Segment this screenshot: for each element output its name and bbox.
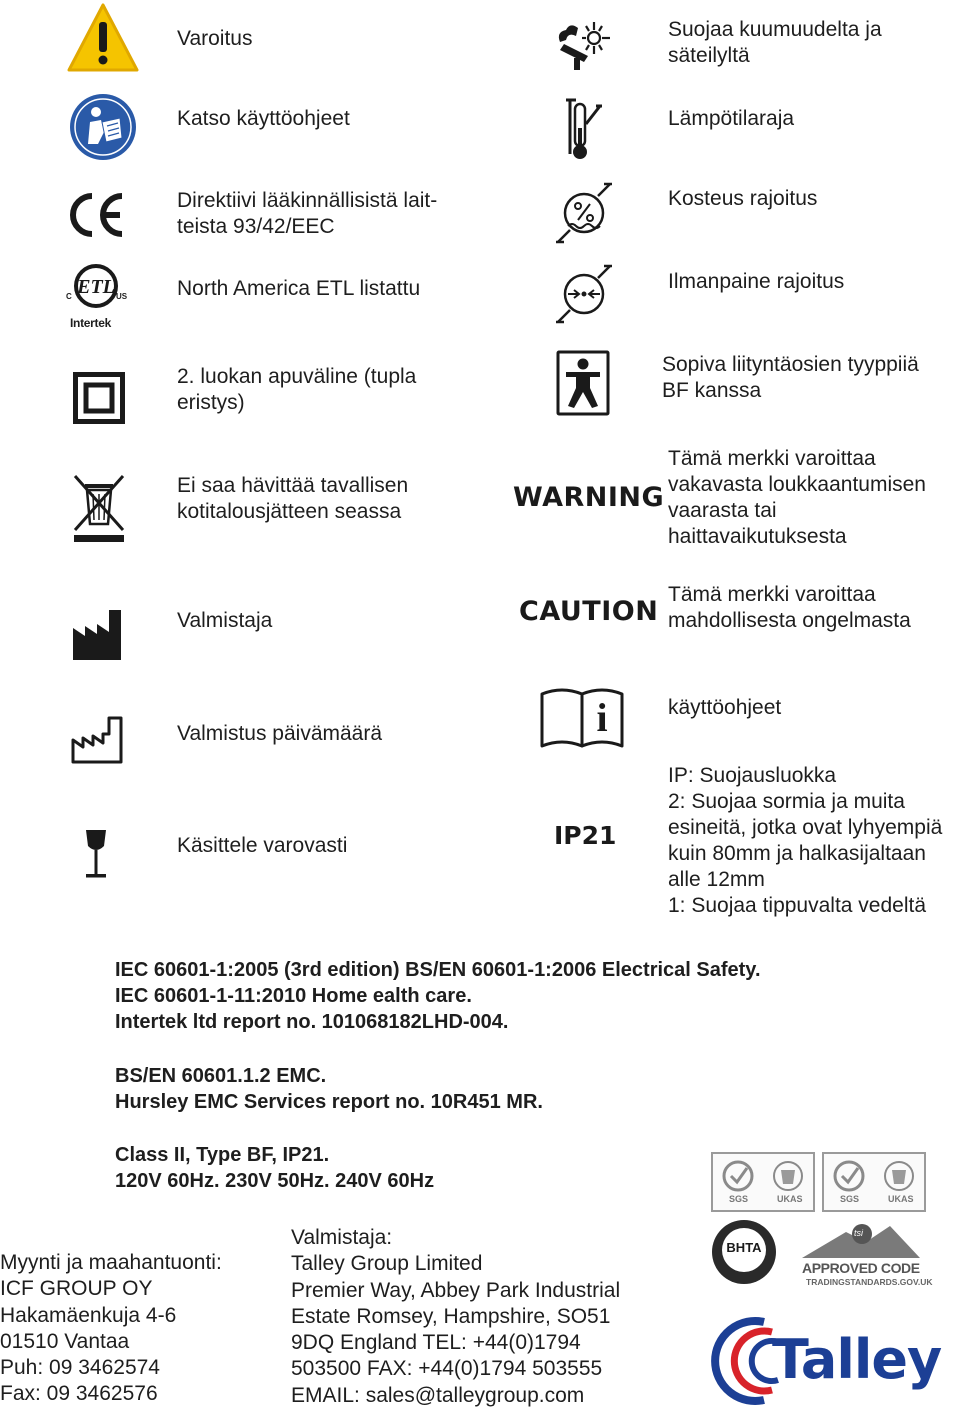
bhta-logo: BHTA	[712, 1220, 776, 1284]
standards-block-safety: IEC 60601-1:2005 (3rd edition) BS/EN 60601-1:2006 Electrical Safety. IEC 60601-1-11:2010 Home ealth care. Intertek ltd report no. 101068182LHD-004.	[115, 959, 761, 1033]
info-i-glyph: i	[590, 696, 614, 740]
symbol-label-read-instructions: Katso käyttöohjeet	[177, 107, 350, 130]
type-bf-applied-part-icon	[556, 350, 610, 416]
manufacturer-factory-icon	[73, 610, 121, 660]
air-pressure-limit-icon	[554, 262, 614, 326]
standards-block-emc: BS/EN 60601.1.2 EMC. Hursley EMC Services report no. 10R451 MR.	[115, 1065, 543, 1113]
symbol-label-caution-word: Tämä merkki varoittaa mahdollisesta ongelmasta	[668, 583, 911, 632]
sgs-ukas-logo-1: SGS UKAS	[711, 1152, 815, 1212]
symbol-label-ce: Direktiivi lääkinnällisistä lait- teista 93/42/EEC	[177, 189, 438, 238]
etl-us-mark: US	[116, 292, 128, 301]
talley-logo: Talley	[708, 1316, 958, 1406]
symbol-label-instructions: käyttöohjeet	[668, 696, 782, 719]
symbol-label-warning-word: Tämä merkki varoittaa vakavasta loukkaantumisen vaarasta tai haittavaikutuksesta	[668, 447, 926, 548]
standards-block-class: Class II, Type BF, IP21. 120V 60Hz. 230V 50Hz. 240V 60Hz	[115, 1144, 435, 1192]
manufacture-date-icon	[71, 716, 123, 764]
symbol-label-warning: Varoitus	[177, 27, 253, 50]
symbol-label-manufacture-date: Valmistus päivämäärä	[177, 722, 383, 745]
warning-word-icon: WARNING	[513, 482, 665, 513]
importer-address: Myynti ja maahantuonti: ICF GROUP OY Hakamäenkuja 4-6 01510 Vantaa Puh: 09 3462574 Fax: 09 3462576	[0, 1251, 222, 1406]
ce-mark-icon	[66, 192, 128, 238]
svg-text:ETL: ETL	[77, 276, 115, 298]
symbol-label-etl: North America ETL listattu	[177, 277, 421, 300]
humidity-limit-icon	[554, 180, 614, 246]
sgs-ukas-logo-2: SGS UKAS	[822, 1152, 926, 1212]
warning-triangle-icon	[66, 2, 140, 74]
symbol-label-class-ii: 2. luokan apuväline (tupla eristys)	[177, 365, 417, 414]
protect-from-heat-icon	[554, 18, 614, 72]
symbol-label-heat: Suojaa kuumuudelta ja säteilyltä	[668, 18, 882, 67]
etl-listed-icon	[64, 262, 128, 334]
intertek-wordmark: Intertek	[70, 316, 111, 330]
read-instructions-icon	[68, 92, 138, 162]
approved-code-logo: tsi APPROVED CODE TRADINGSTANDARDS.GOV.UK	[796, 1220, 926, 1290]
caution-word-icon: CAUTION	[519, 596, 659, 627]
symbol-label-temperature: Lämpötilaraja	[668, 107, 795, 130]
class-ii-double-square-icon	[73, 372, 125, 424]
symbol-label-bin: Ei saa hävittää tavallisen kotitalousjätteen seassa	[177, 474, 409, 523]
instructions-book-icon	[538, 686, 626, 750]
fragile-glass-icon	[84, 828, 108, 880]
symbol-label-manufacturer: Valmistaja	[177, 609, 273, 632]
crossed-out-bin-icon	[72, 472, 126, 544]
temperature-limit-icon	[560, 98, 604, 162]
symbol-label-air-pressure: Ilmanpaine rajoitus	[668, 270, 845, 293]
etl-c-mark: C	[66, 292, 72, 301]
symbol-label-ip21: IP: Suojausluokka 2: Suojaa sormia ja muita esineitä, jotka ovat lyhyempiä kuin 80mm ja halkasijaltaan alle 12mm 1: Suojaa tippuvalta vedeltä	[668, 764, 943, 917]
symbol-label-humidity: Kosteus rajoitus	[668, 187, 818, 210]
manufacturer-address: Valmistaja: Talley Group Limited Premier Way, Abbey Park Industrial Estate Romsey, Hampshire, SO51 9DQ England TEL: +44(0)1794 503500 FAX: +44(0)1794 503555 EMAIL: sales@talleygroup.com	[291, 1226, 621, 1407]
symbol-label-fragile: Käsittele varovasti	[177, 834, 348, 857]
ip21-icon: IP21	[554, 821, 617, 850]
symbol-label-type-bf: Sopiva liityntäosien tyyppiiä BF kanssa	[662, 353, 919, 402]
